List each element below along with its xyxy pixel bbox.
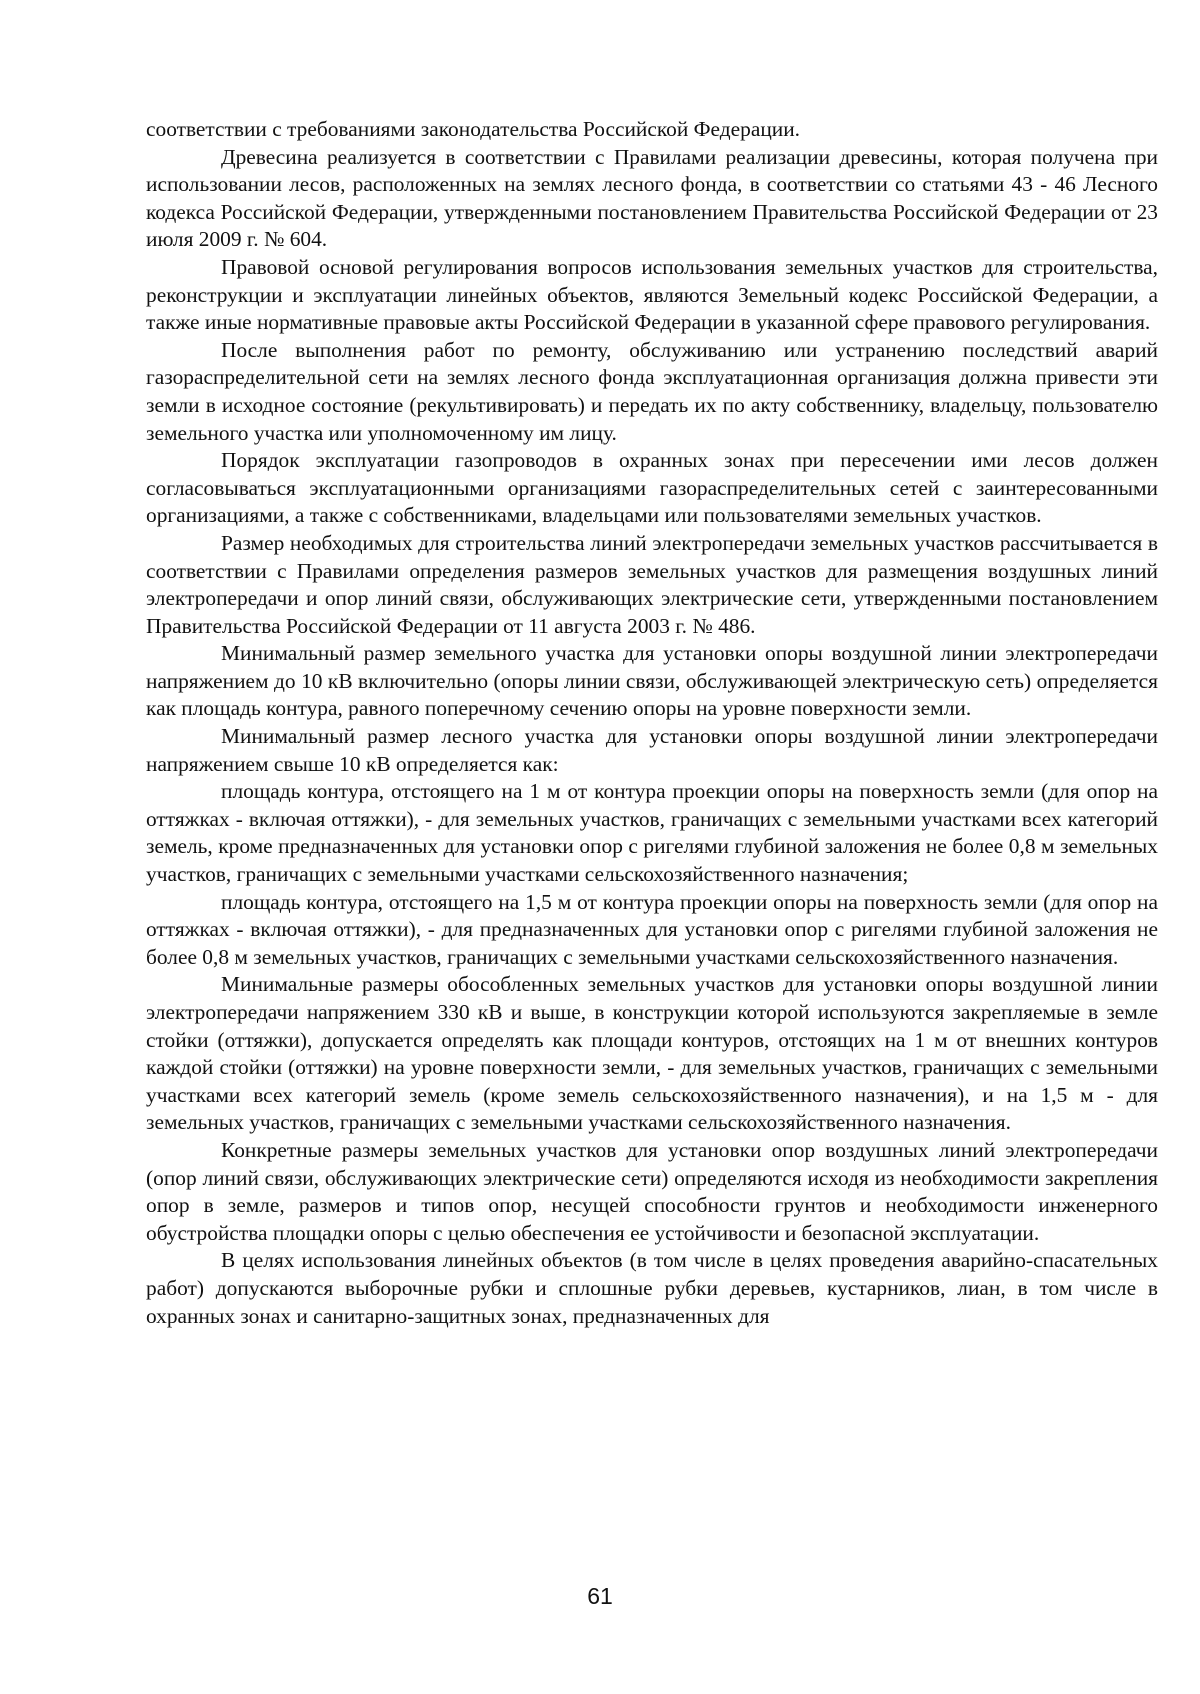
paragraph-5: Порядок эксплуатации газопроводов в охранных зонах при пересечении ими лесов должен согласовываться эксплуатационными организациями газораспределительных сетей с заинтересованными организациями, а также с собственниками, владельцами или пользователями земельных участков. xyxy=(146,448,1158,528)
paragraph-7: Минимальный размер земельного участка для установки опоры воздушной линии электропередачи напряжением до 10 кВ включительно (опоры линии связи, обслуживающей электрическую сеть) определяется как площадь контура, равного поперечному сечению опоры на уровне поверхности земли. xyxy=(146,641,1158,721)
paragraph-1: соответствии с требованиями законодательства Российской Федерации. xyxy=(146,117,801,141)
paragraph-3: Правовой основой регулирования вопросов использования земельных участков для строительства, реконструкции и эксплуатации линейных объектов, являются Земельный кодекс Российской Федерации, а также иные нормативные правовые акты Российской Федерации в указанной сфере правового регулирования. xyxy=(146,254,1158,335)
document-body xyxy=(146,116,1158,1330)
paragraph-4: После выполнения работ по ремонту, обслуживанию или устранению последствий аварий газораспределительной сети на землях лесного фонда эксплуатационная организация должна привести эти земли в исходное состояние (рекультивировать) и передать их по акту собственнику, владельцу, пользователю земельного участка или уполномоченному им лицу. xyxy=(146,337,1158,445)
paragraph-10: площадь контура, отстоящего на 1,5 м от контура проекции опоры на поверхность земли (для опор на оттяжках - включая оттяжки), - для предназначенных для установки опор с ригелями глубиной заложения не более 0,8 м земельных участков, граничащих с земельными участками сельскохозяйственного назначения. xyxy=(146,889,1158,969)
page-number: 61 xyxy=(587,1583,613,1609)
paragraph-12: Конкретные размеры земельных участков для установки опор воздушных линий электропередачи (опор линий связи, обслуживающих электрические сети) определяются исходя из необходимости закрепления опор в земле, размеров и типов опор, несущей способности грунтов и необходимости инженерного обустройства площадки опоры с целью обеспечения ее устойчивости и безопасной эксплуатации. xyxy=(146,1137,1158,1245)
paragraph-13: В целях использования линейных объектов (в том числе в целях проведения аварийно-спасательных работ) допускаются выборочные рубки и сплошные рубки деревьев, кустарников, лиан, в том числе в охранных зонах и санитарно-защитных зонах, предназначенных для xyxy=(146,1248,1158,1328)
paragraph-8: Минимальный размер лесного участка для установки опоры воздушной линии электропередачи напряжением свыше 10 кВ определяется как: xyxy=(146,724,1158,776)
paragraph-2: Древесина реализуется в соответствии с Правилами реализации древесины, которая получена при использовании лесов, расположенных на землях лесного фонда, в соответствии со статьями 43 - 46 Лесного кодекса Российской Федерации, утвержденными постановлением Правительства Российской Федерации от 23 июля 2009 г. № 604. xyxy=(146,144,1158,252)
paragraph-11: Минимальные размеры обособленных земельных участков для установки опоры воздушной линии электропередачи напряжением 330 кВ и выше, в конструкции которой используются закрепляемые в земле стойки (оттяжки), допускается определять как площади контуров, отстоящих на 1 м от внешних контуров каждой стойки (оттяжки) на уровне поверхности земли, - для земельных участков, граничащих с земельными участками всех категорий земель (кроме земель сельскохозяйственного назначения), и на 1,5 м - для земельных участков, граничащих с земельными участками сельскохозяйственного назначения. xyxy=(146,972,1158,1135)
paragraph-6: Размер необходимых для строительства линий электропередачи земельных участков рассчитывается в соответствии с Правилами определения размеров земельных участков для размещения воздушных линий электропередачи и опор линий связи, обслуживающих электрические сети, утвержденными постановлением Правительства Российской Федерации от 11 августа 2003 г. № 486. xyxy=(146,530,1158,638)
paragraph-9: площадь контура, отстоящего на 1 м от контура проекции опоры на поверхность земли (для опор на оттяжках - включая оттяжки), - для земельных участков, граничащих с земельными участками всех категорий земель, кроме предназначенных для установки опор с ригелями глубиной заложения не более 0,8 м земельных участков, граничащих с земельными участками сельскохозяйственного назначения; xyxy=(146,779,1158,887)
